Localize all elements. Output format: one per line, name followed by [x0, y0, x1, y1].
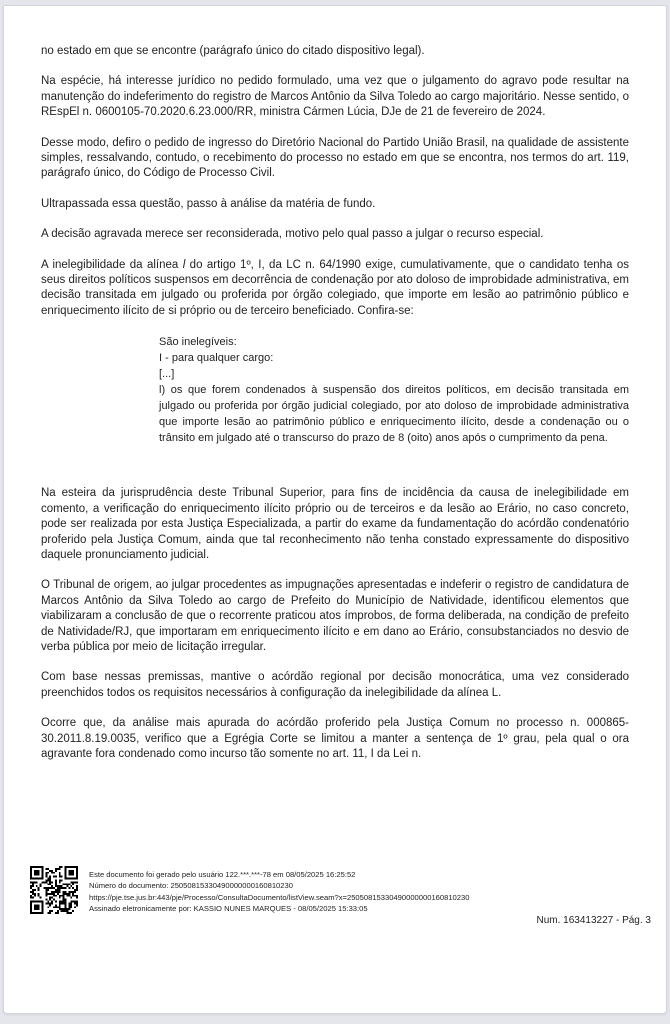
- paragraph-6-prefix: A inelegibilidade da alínea: [41, 258, 183, 271]
- paragraph-2: Na espécie, há interesse jurídico no pedido formulado, uma vez que o julgamento do agravo pode resultar na manutenção do indeferimento do registro de Marcos Antônio da Silva Toledo ao cargo majoritário. Nesse sentido, o REspEl n. 0600105-70.2020.6.23.000/RR, ministra Cármen Lúcia, DJe de 21 de fevereiro de 2024.: [41, 75, 629, 119]
- document-footer: [4, 870, 666, 1013]
- paragraph-1: no estado em que se encontre (parágrafo único do citado dispositivo legal).: [41, 45, 425, 57]
- footer-url-line: https://pje.tse.jus.br:443/pje/Processo/ConsultaDocumento/listView.seam?x=25050815330490000000160810230: [89, 892, 470, 902]
- footer-generated-line: Este documento foi gerado pelo usuário 122.***.***-78 em 08/05/2025 16:25:52: [89, 870, 356, 879]
- paragraph-10: Ocorre que, da análise mais apurada do acórdão proferido pela Justiça Comum no processo n. 000865-30.2011.8.19.0035, verifico que a Egrégia Corte se limitou a manter a sentença de 1º grau, pela qual o ora agravante fora condenado como incurso tão somente no art. 11, I da Lei n.: [41, 717, 629, 760]
- quote-body: l) os que forem condenados à suspensão dos direitos políticos, em decisão transitada em julgado ou proferida por órgão judicial colegiado, por ato doloso de improbidade administrativa que importe lesão ao patrimônio público e enriquecimento ilícito, desde a condenação ou o trânsito em julgado até o transcurso do prazo de 8 (oito) anos após o cumprimento da pena.: [159, 384, 629, 445]
- italic-alinea-l: l: [182, 258, 186, 271]
- paragraph-6: [41, 258, 629, 320]
- footer-metadata: [89, 869, 609, 915]
- paragraph-5: A decisão agravada merece ser reconsiderada, motivo pelo qual passo a julgar o recurso especial.: [41, 228, 544, 241]
- paragraph-8: O Tribunal de origem, ao julgar procedentes as impugnações apresentadas e indeferir o registro de candidatura de Marcos Antônio da Silva Toledo ao cargo de Prefeito do Município de Natividade, identificou elementos que viabilizaram a conclusão de que o recorrente praticou atos ímprobos, de forma deliberada, na condição de prefeito de Natividade/RJ, que importaram em enriquecimento ilícito e em dano ao Erário, consubstanciados no desvio de verba pública por meio de licitação irregular.: [41, 579, 629, 653]
- quote-line-3: [...]: [159, 368, 175, 381]
- document-body: [4, 6, 666, 777]
- paragraph-7: Na esteira da jurisprudência deste Tribunal Superior, para fins de incidência da causa de inelegibilidade em comento, a verificação do enriquecimento ilícito próprio ou de terceiros e da lesão ao Erário, no caso concreto, pode ser realizada por esta Justiça Especializada, a partir do exame da fundamentação do acórdão condenatório proferido pela Justiça Comum, ainda que tal reconhecimento não tenha constado expressamente do dispositivo daquele pronunciamento judicial.: [41, 487, 629, 561]
- statute-quote-block: [159, 334, 629, 446]
- footer-docnumber-line: Número do documento: 25050815330490000000160810230: [89, 881, 293, 891]
- qr-code-icon: [30, 866, 78, 914]
- quote-line-1: São inelegíveis:: [159, 336, 237, 349]
- paragraph-3: Desse modo, defiro o pedido de ingresso do Diretório Nacional do Partido União Brasil, na qualidade de assistente simples, ressalvando, contudo, o recebimento do processo no estado em que se encontra, nos termos do art. 119, parágrafo único, do Código de Processo Civil.: [41, 136, 629, 180]
- document-page: [3, 5, 667, 1014]
- paragraph-6-rest: do artigo 1º, I, da LC n. 64/1990 exige, cumulativamente, que o candidato tenha os seus direitos políticos suspensos em decorrência de condenação por ato doloso de improbidade administrativa, em decisão transitada em julgado ou proferida por órgão colegiado, que importe em lesão ao patrimônio público e enriquecimento ilícito de si próprio ou de terceiro beneficiado. Confira-se:: [41, 258, 629, 317]
- quote-line-2: I - para qualquer cargo:: [159, 352, 274, 365]
- paragraph-4: Ultrapassada essa questão, passo à análise da matéria de fundo.: [41, 197, 376, 210]
- page-number-label: Num. 163413227 - Pág. 3: [536, 915, 651, 926]
- paragraph-9: Com base nessas premissas, mantive o acórdão regional por decisão monocrática, uma vez considerado preenchidos todos os requisitos necessários à configuração da inelegibilidade da alínea L.: [41, 671, 629, 699]
- footer-signature-line: Assinado eletronicamente por: KASSIO NUNES MARQUES - 08/05/2025 15:33:05: [89, 904, 368, 914]
